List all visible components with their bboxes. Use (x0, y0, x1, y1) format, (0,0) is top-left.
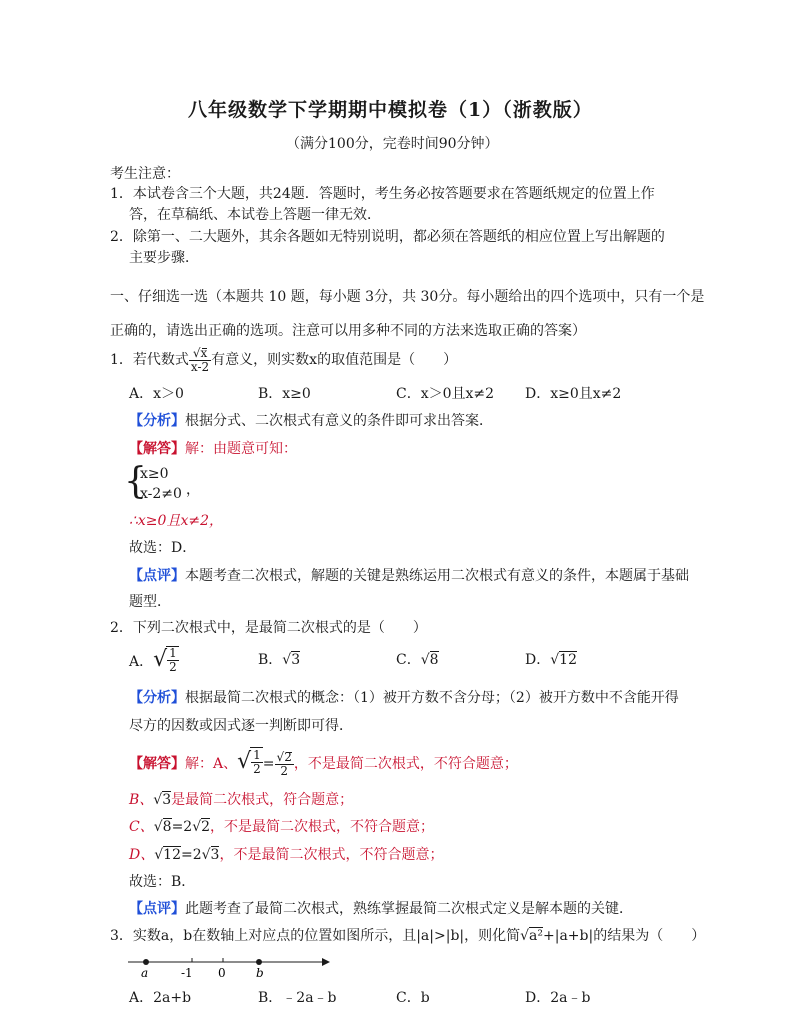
sqrt-x: √ x (192, 345, 208, 360)
q1-conclusion: ∴x≥0且x≠2， (129, 513, 223, 529)
q1-analysis: 【分析】根据分式、二次根式有意义的条件即可求出答案． (129, 413, 493, 429)
q1-solution: 【解答】解：由题意可知： (129, 441, 297, 457)
axis-label-a: a (141, 966, 149, 980)
q3-option-b: B．﹣2a﹣b (258, 990, 337, 1006)
sqrt-icon: √ $\frac{1}{2}$ (153, 645, 177, 674)
sqrt-icon: √ 8 (420, 652, 439, 668)
axis-label-0: 0 (218, 966, 226, 980)
arrow-icon (322, 958, 330, 966)
notice-item-1a: 1．本试卷含三个大题，共24题．答题时，考生务必按答题要求在答题纸规定的位置上作 (110, 186, 655, 202)
notice-item-1b: 答，在草稿纸、本试卷上答题一律无效． (129, 207, 381, 223)
analysis-tag: 【分析】 (129, 413, 185, 429)
q1-option-d: D．x≥0且x≠2 (525, 386, 622, 402)
sqrt-icon: √ 12 (550, 652, 577, 668)
q1-option-c: C．x＞0且x≠2 (396, 386, 495, 402)
q2-solution-d: D、√ 12=2√ 3，不是最简二次根式，不符合题意； (129, 847, 444, 863)
q2-solution-c: C、√ 8=2√ 2，不是最简二次根式，不符合题意； (129, 819, 435, 835)
point-b (256, 959, 262, 965)
q2-option-a: A．√ $\frac{1}{2}$ (129, 645, 177, 674)
sqrt-icon: √ a² (520, 928, 544, 944)
q2-solution-b: B、√ 3是最简二次根式，符合题意； (129, 792, 354, 808)
q3-option-c: C．b (396, 990, 430, 1006)
q1-suffix: 有意义，则实数x的取值范围是（ ） (211, 352, 458, 368)
section-1-line-1: 一、仔细选一选（本题共 10 题，每小题 3分，共 30分。每小题给出的四个选项中，只有一个是 (110, 289, 705, 305)
q1-fraction: √ x x-2 (190, 345, 210, 374)
axis-label-neg1: -1 (181, 966, 193, 980)
sqrt-icon: √ 3 (282, 652, 301, 668)
comment-tag: 【点评】 (129, 568, 185, 584)
axis-label-b: b (256, 966, 264, 980)
q2-option-b: B．√ 3 (258, 652, 301, 668)
notice-item-2b: 主要步骤． (129, 250, 199, 266)
q1-choice: 故选：D． (129, 540, 197, 556)
q2-comment: 【点评】此题考查了最简二次根式，熟练掌握最简二次根式定义是解本题的关键． (129, 901, 633, 917)
comment-tag: 【点评】 (129, 901, 185, 917)
q2-option-d: D．√ 12 (525, 652, 577, 668)
question-3-stem: 3．实数a，b在数轴上对应点的位置如图所示，且|a|>|b|，则化简√ a²+|a+b|的结果为（ ） (110, 928, 706, 944)
q2-solution-a: 【解答】解：A、√ $\frac{1}{2}$ = √ 2 2 ，不是最简二次根式，不符合题意； (129, 747, 518, 778)
solution-tag: 【解答】 (129, 441, 185, 457)
page-subtitle: （满分100分，完卷时间90分钟） (286, 136, 499, 152)
left-brace-icon: { (124, 461, 147, 502)
q3-option-d: D．2a﹣b (525, 990, 591, 1006)
q1-comment: 【点评】本题考查二次根式，解题的关键是熟练运用二次根式有意义的条件，本题属于基础 (129, 568, 689, 584)
point-a (143, 959, 149, 965)
q3-option-a: A．2a+b (129, 990, 192, 1006)
number-line (126, 952, 336, 980)
analysis-tag: 【分析】 (129, 690, 185, 706)
solution-tag: 【解答】 (129, 756, 185, 772)
q2-choice: 故选：B． (129, 874, 196, 890)
sqrt-icon: √ $\frac{1}{2}$ (237, 747, 261, 776)
q1-option-b: B．x≥0 (258, 386, 311, 402)
notice-item-2a: 2．除第一、二大题外，其余各题如无特别说明，都必须在答题纸的相应位置上写出解题的 (110, 229, 665, 245)
page-title: 八年级数学下学期期中模拟卷（1）（浙教版） (188, 99, 593, 121)
q2-analysis-b: 尽方的因数或因式逐一判断即可得． (129, 718, 353, 734)
q2-analysis: 【分析】根据最简二次根式的概念：（1）被开方数不含分母；（2）被开方数中不含能开得 (129, 690, 679, 706)
q1-prefix: 1．若代数式 (110, 352, 189, 368)
q1-comment-b: 题型． (129, 594, 171, 610)
notice-heading: 考生注意： (110, 166, 180, 182)
question-2-stem: 2．下列二次根式中，是最简二次根式的是（ ） (110, 620, 427, 636)
q2-option-c: C．√ 8 (396, 652, 439, 668)
question-1-stem (110, 346, 457, 374)
section-1-line-2: 正确的，请选出正确的选项。注意可以用多种不同的方法来选取正确的答案） (110, 323, 586, 339)
q1-option-a: A．x＞0 (129, 386, 184, 402)
